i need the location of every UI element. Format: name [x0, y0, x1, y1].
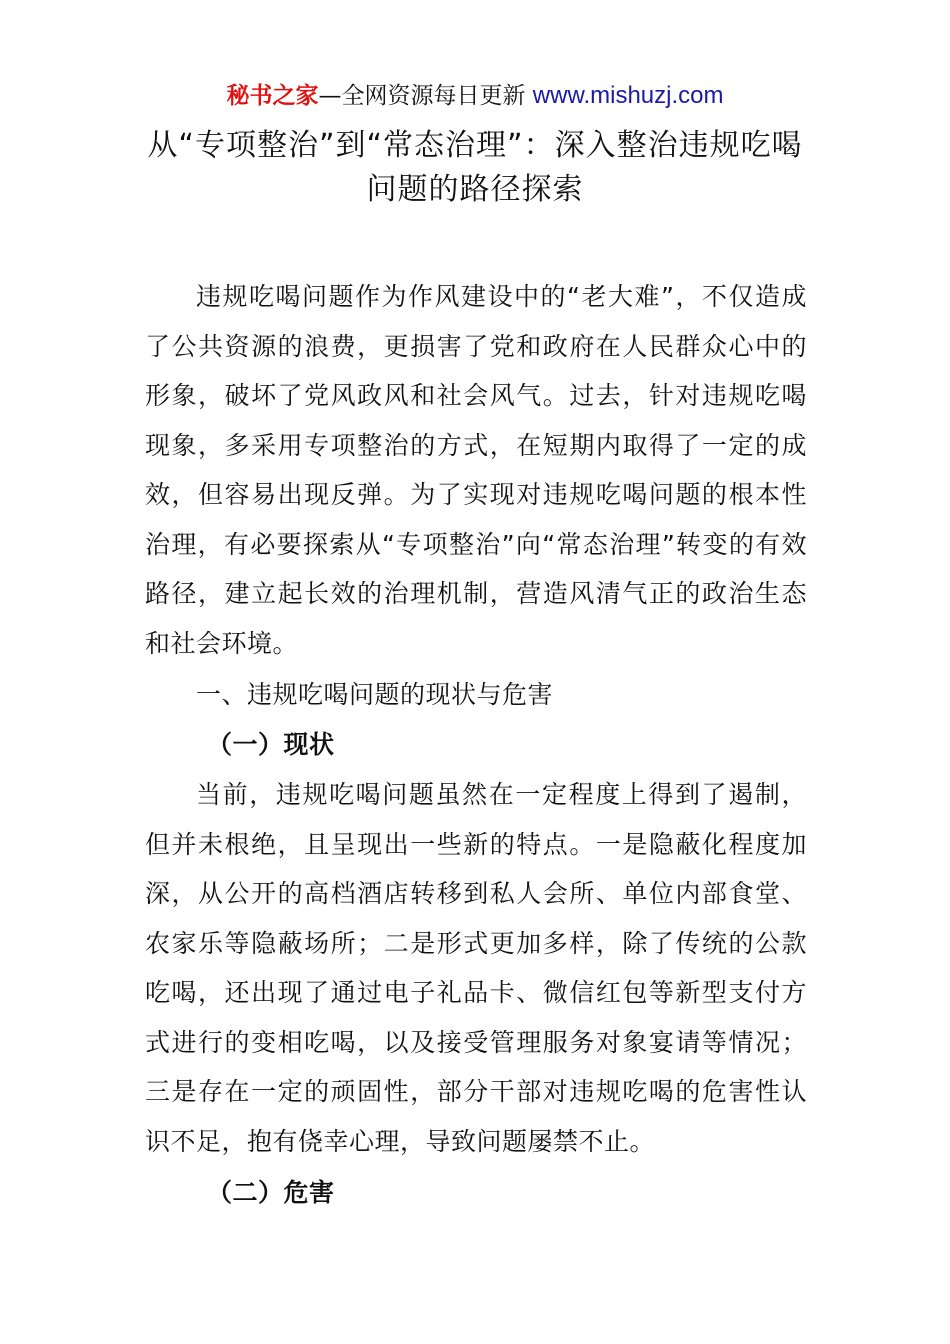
body-paragraph: 当前，违规吃喝问题虽然在一定程度上得到了遏制，但并未根绝，且呈现出一些新的特点。一是隐蔽化程度加深，从公开的高档酒店转移到私人会所、单位内部食堂、农家乐等隐蔽场所；二是形式更加多样，除了传统的公款吃喝，还出现了通过电子礼品卡、微信红包等新型支付方式进行的变相吃喝，以及接受管理服务对象宴请等情况；三是存在一定的顽固性，部分干部对违规吃喝的危害性认识不足，抱有侥幸心理，导致问题屡禁不止。	[145, 780, 807, 1156]
section-heading: 一、违规吃喝问题的现状与危害	[196, 680, 554, 709]
document-title: 从“专项整治”到“常态治理”：深入整治违规吃喝问题的路径探索	[147, 128, 803, 207]
body-paragraph: 违规吃喝问题作为作风建设中的“老大难”，不仅造成了公共资源的浪费，更损害了党和政府在人民群众心中的形象，破坏了党风政风和社会风气。过去，针对违规吃喝现象，多采用专项整治的方式，在短期内取得了一定的成效，但容易出现反弹。为了实现对违规吃喝问题的根本性治理，有必要探索从“专项整治”向“常态治理”转变的有效路径，建立起长效的治理机制，营造风清气正的政治生态和社会环境。	[145, 282, 807, 658]
brand-name: 秘书之家	[226, 83, 319, 109]
site-url-link[interactable]: www.mishuzj.com	[532, 82, 724, 109]
subsection-heading: （二）危害	[207, 1178, 335, 1207]
header-tagline: —全网资源每日更新	[318, 83, 533, 109]
site-header	[0, 78, 950, 114]
subsection-heading: （一）现状	[207, 730, 335, 759]
